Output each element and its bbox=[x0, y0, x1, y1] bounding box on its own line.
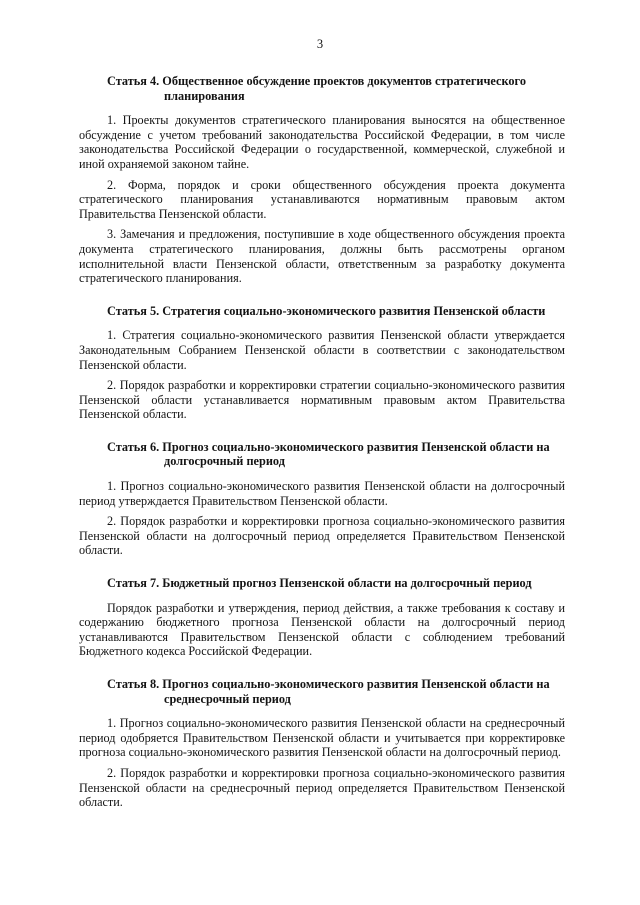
spacer bbox=[79, 292, 565, 304]
document-body bbox=[79, 74, 565, 816]
article-paragraph: Порядок разработки и утверждения, период действия, а также требования к составу и содержанию бюджетного прогноза Пензенской области на долгосрочный период устанавливаются Правительством Пензенской области с соблюдением требований Бюджетного кодекса Российской Федерации. bbox=[79, 600, 565, 659]
article-paragraph: 1. Стратегия социально-экономического развития Пензенской области утверждается Законодательным Собранием Пензенской области в соответствии с законодательством Пензенской области. bbox=[79, 328, 565, 372]
article-4 bbox=[79, 74, 565, 286]
article-7 bbox=[79, 576, 565, 659]
article-8 bbox=[79, 677, 565, 810]
page-number: 3 bbox=[316, 37, 324, 51]
spacer bbox=[79, 428, 565, 440]
article-heading: Статья 8. Прогноз социально-экономического развития Пензенской области на среднесрочный период bbox=[107, 677, 550, 706]
article-heading: Статья 5. Стратегия социально-экономического развития Пензенской области bbox=[107, 303, 546, 318]
article-paragraph: 1. Прогноз социально-экономического развития Пензенской области на долгосрочный период утверждается Правительством Пензенской области. bbox=[79, 479, 565, 508]
article-paragraph: 1. Проекты документов стратегического планирования выносятся на общественное обсуждение с учетом требований законодательства Российской Федерации, в том числе законодательства Российской Федерации о государственной, коммерческой, служебной и иной охраняемой законом тайне. bbox=[79, 113, 565, 171]
article-6 bbox=[79, 440, 565, 558]
article-paragraph: 1. Прогноз социально-экономического развития Пензенской области на среднесрочный период одобряется Правительством Пензенской области и учитывается при корректировке прогноза социально-экономического развития Пензенской области на долгосрочный период. bbox=[79, 716, 565, 760]
article-paragraph: 3. Замечания и предложения, поступившие в ходе общественного обсуждения проекта документа стратегического планирования, должны быть рассмотрены органом исполнительной власти Пензенской области, ответственным за разработку документа стратегического планирования. bbox=[79, 227, 565, 286]
article-heading: Статья 6. Прогноз социально-экономического развития Пензенской области на долгосрочный период bbox=[107, 439, 550, 469]
article-paragraph: 2. Порядок разработки и корректировки прогноза социально-экономического развития Пензенской области на среднесрочный период определяется Правительством Пензенской области. bbox=[79, 765, 565, 810]
spacer bbox=[79, 564, 565, 576]
spacer bbox=[79, 665, 565, 677]
article-heading: Статья 7. Бюджетный прогноз Пензенской области на долгосрочный период bbox=[107, 576, 532, 591]
article-paragraph: 2. Форма, порядок и сроки общественного обсуждения проекта документа стратегического планирования устанавливаются нормативным правовым актом Правительства Пензенской области. bbox=[79, 177, 565, 221]
article-paragraph: 2. Порядок разработки и корректировки прогноза социально-экономического развития Пензенской области на долгосрочный период определяется Правительством Пензенской области. bbox=[79, 514, 565, 558]
article-paragraph: 2. Порядок разработки и корректировки стратегии социально-экономического развития Пензенской области устанавливается нормативным правовым актом Правительства Пензенской области. bbox=[79, 378, 565, 422]
article-heading: Статья 4. Общественное обсуждение проектов документов стратегического планирования bbox=[107, 74, 526, 103]
article-5 bbox=[79, 304, 565, 422]
